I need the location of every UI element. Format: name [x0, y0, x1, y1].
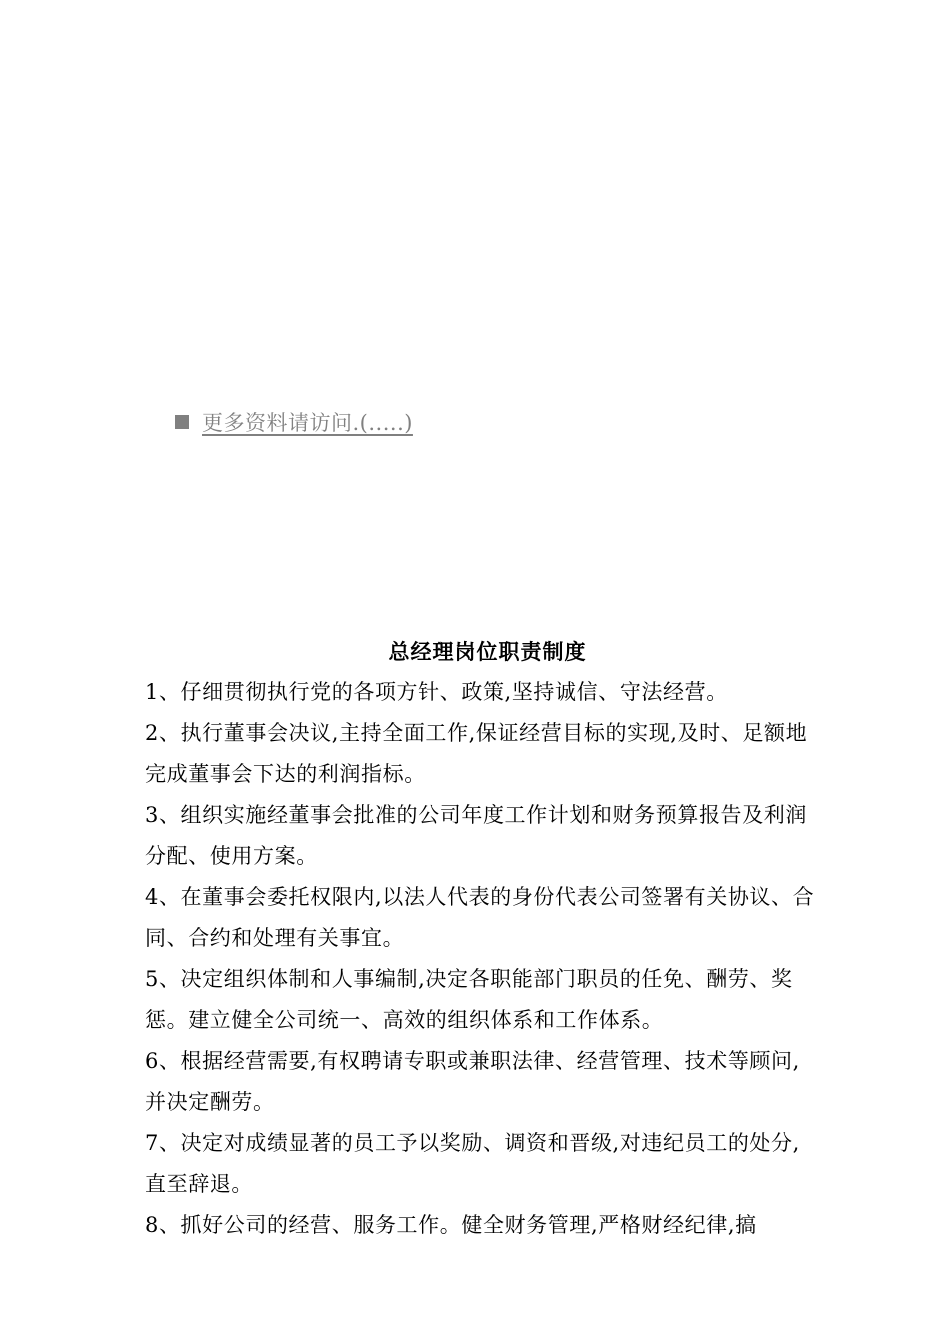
more-info-link-row	[175, 406, 413, 438]
paragraph-6: 6、根据经营需要,有权聘请专职或兼职法律、经营管理、技术等顾问,并决定酬劳。	[145, 1049, 800, 1114]
more-info-link[interactable]: 更多资料请访问.(.....)	[202, 411, 413, 435]
document-body	[145, 672, 820, 1246]
paragraph-7: 7、决定对成绩显著的员工予以奖励、调资和晋级,对违纪员工的处分,直至辞退。	[145, 1131, 800, 1196]
square-bullet-icon	[175, 415, 189, 429]
paragraph-8: 8、抓好公司的经营、服务工作。健全财务管理,严格财经纪律,搞	[145, 1213, 757, 1237]
document-title: 总经理岗位职责制度	[388, 639, 587, 664]
paragraph-1: 1、仔细贯彻执行党的各项方针、政策,坚持诚信、守法经营。	[145, 680, 728, 704]
paragraph-4: 4、在董事会委托权限内,以法人代表的身份代表公司签署有关协议、合同、合约和处理有关事宜。	[145, 885, 815, 950]
paragraph-2: 2、执行董事会决议,主持全面工作,保证经营目标的实现,及时、足额地完成董事会下达的利润指标。	[145, 721, 808, 786]
paragraph-5: 5、决定组织体制和人事编制,决定各职能部门职员的任免、酬劳、奖惩。建立健全公司统一、高效的组织体系和工作体系。	[145, 967, 793, 1032]
paragraph-3: 3、组织实施经董事会批准的公司年度工作计划和财务预算报告及利润分配、使用方案。	[145, 803, 807, 868]
